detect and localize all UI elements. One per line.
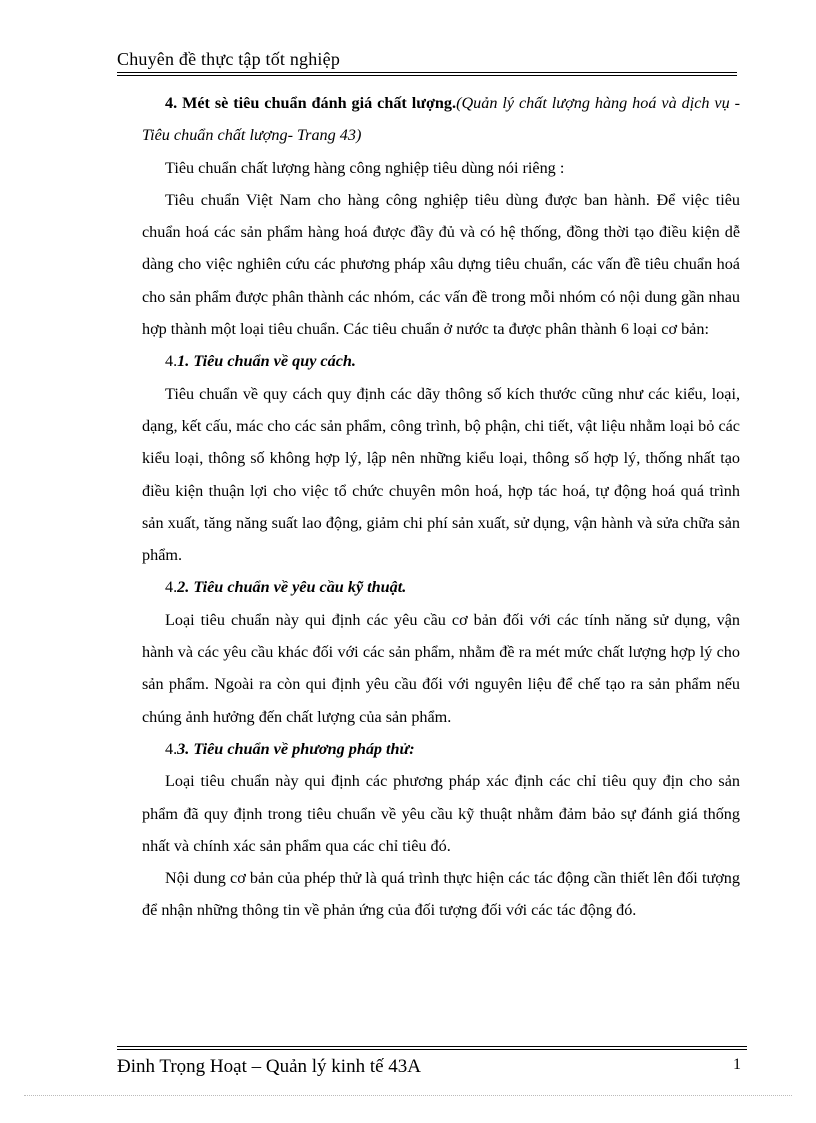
section-4-1-title: 1. Tiêu chuẩn về quy cách. <box>177 352 356 371</box>
section-4-2-title: 2. Tiêu chuẩn về yêu cầu kỹ thuật. <box>177 578 407 597</box>
header-rule <box>117 72 737 76</box>
section-4-1-paragraph: Tiêu chuẩn về quy cách quy định các dãy thông số kích thước cũng như các kiểu, loại, dạng, kết cấu, mác cho các sản phẩm, công trình, bộ phận, chi tiết, vật liệu nhằm loại bỏ các kiểu loại, thông số không hợp lý, lập nên những kiểu loại, thông số hợp lý, thống nhất tạo điều kiện thuận lợi cho việc tổ chức chuyên môn hoá, hợp tác hoá, tự động hoá quá trình sản xuất, tăng năng suất lao động, giảm chi phí sản xuất, sử dụng, vận hành và sửa chữa sản phẩm. <box>142 384 740 565</box>
page-bottom-dotted-line <box>24 1095 792 1096</box>
section-4-2-heading <box>142 571 740 603</box>
section-4-3-heading <box>142 733 740 765</box>
footer-row <box>117 1056 747 1078</box>
document-body <box>142 87 740 927</box>
page-number: 1 <box>733 1056 741 1073</box>
section-4-3-title: 3. Tiêu chuẩn về phương pháp thử: <box>177 739 415 758</box>
page-footer <box>117 1046 747 1078</box>
section-4-1-number: 4. <box>165 352 178 371</box>
section-4-3-paragraph-1: Loại tiêu chuẩn này qui định các phương pháp xác định các chỉ tiêu quy địn cho sản phẩm đã quy định trong tiêu chuẩn về yêu cầu kỹ thuật nhằm đảm bảo sự đánh giá thống nhất và chính xác sản phẩm qua các chỉ tiêu đó. <box>142 772 740 855</box>
page-header <box>117 48 737 76</box>
footer-rule <box>117 1046 747 1050</box>
section-4-3-paragraph-2: Nội dung cơ bản của phép thử là quá trình thực hiện các tác động cần thiết lên đối tượng để nhận những thông tin về phản ứng của đối tượng đối với các tác động đó. <box>142 869 740 920</box>
section-4-heading-paragraph <box>142 87 740 152</box>
header-title: Chuyên đề thực tập tốt nghiệp <box>117 49 341 69</box>
intro-paragraph: Tiêu chuẩn Việt Nam cho hàng công nghiệp tiêu dùng được ban hành. Để việc tiêu chuẩn hoá các sản phẩm hàng hoá được đầy đủ và có hệ thống, đồng thời tạo điều kiện dễ dàng cho việc nghiên cứu các phương pháp xâu dựng tiêu chuẩn, các vấn đề tiêu chuẩn hoá cho sản phẩm được phân thành các nhóm, các vấn đề trong mỗi nhóm có nội dung gần nhau hợp thành một loại tiêu chuẩn. Các tiêu chuẩn ở nước ta được phân thành 6 loại cơ bản: <box>142 190 740 339</box>
section-4-2-number: 4. <box>165 578 178 597</box>
section-4-heading: 4. Mét sè tiêu chuẩn đánh giá chất lượng. <box>165 94 457 112</box>
section-4-1-heading <box>142 345 740 377</box>
section-4-source: (Quản lý chất lượng hàng hoá và dịch vụ - Tiêu chuẩn chất lượng- Trang 43) <box>142 94 740 145</box>
section-4-2-paragraph: Loại tiêu chuẩn này qui định các yêu cầu cơ bản đối với các tính năng sử dụng, vận hành và các yêu cầu khác đối với các sản phẩm, nhằm đề ra mét mức chất lượng hợp lý cho sản phẩm. Ngoài ra còn qui định yêu cầu đối với nguyên liệu để chế tạo ra sản phẩm nếu chúng ảnh hưởng đến chất lượng của sản phẩm. <box>142 610 740 726</box>
intro-line: Tiêu chuẩn chất lượng hàng công nghiệp tiêu dùng nói riêng : <box>165 158 565 177</box>
footer-author: Đinh Trọng Hoạt – Quản lý kinh tế 43A <box>117 1056 421 1077</box>
section-4-3-number: 4. <box>165 739 178 758</box>
